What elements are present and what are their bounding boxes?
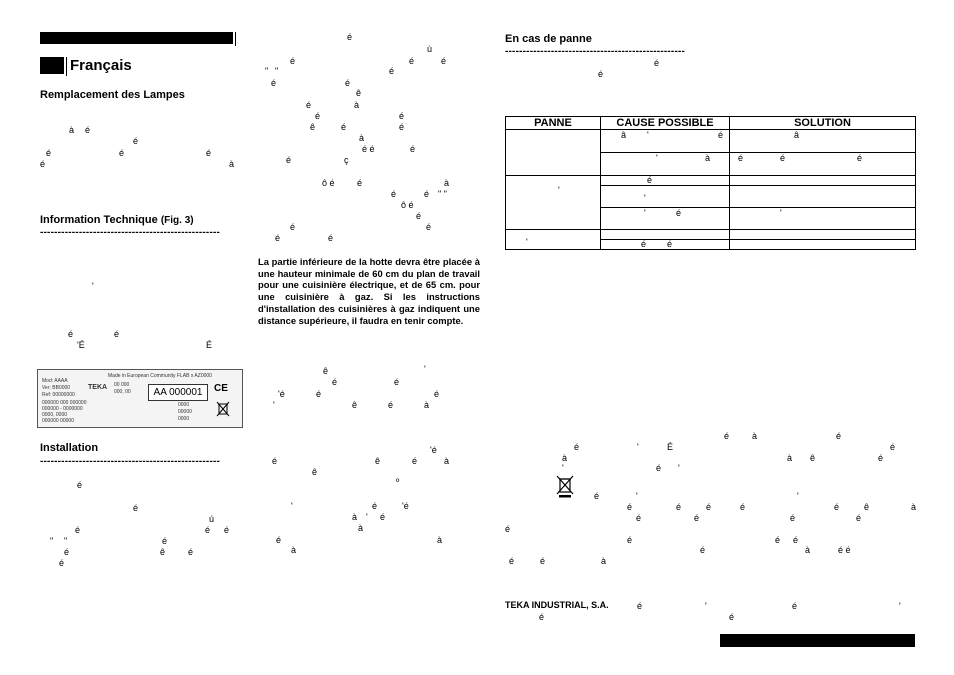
language-title: Français [70, 57, 132, 74]
lamps-heading: Remplacement des Lampes [40, 89, 185, 101]
install-dash-line: --------------------------------------------------- [40, 456, 221, 467]
header-bar-left [40, 32, 233, 44]
crossed-bin-icon [556, 474, 574, 498]
table-row [506, 130, 601, 176]
rating-plate-code: AA 000001 [148, 384, 208, 401]
col-header-solution: SOLUTION [730, 117, 916, 130]
hood-height-paragraph: La partie inférieure de la hotte devra être placée à une hauteur minimale de 60 cm du plan de travail pour une cuisinière électrique, et de 65 cm. pour une cuisinière à gaz. Si les instructions d'installation des cuisinières à gaz indiquent une distance supérieure, il faudra en tenir compte. [258, 256, 480, 326]
footer-bar [720, 634, 915, 647]
col-header-cause: CAUSE POSSIBLE [601, 117, 730, 130]
ce-mark: CE [214, 383, 228, 394]
fault-heading: En cas de panne [505, 33, 592, 45]
troubleshooting-table: PANNE CAUSE POSSIBLE SOLUTION â ' é â ' à é é é ' é ' ' é ' ' é é [505, 116, 916, 250]
rating-plate-header: Made in European Community FLAB x AZ0000 [108, 373, 212, 379]
weee-bin-icon [216, 400, 230, 418]
table-row: ' [506, 230, 601, 250]
rating-plate-image: Made in European Community FLAB x AZ0000 Mod: AAAA Ver: BB0000 Ref: 00000000 000000 000 000000 000000 - 0000000 0000, 0000 000000 00000 TEKA 00 000 000, 00 0000 00000 0000 AA 000001 CE [37, 369, 243, 428]
tech-heading [40, 214, 194, 226]
tech-heading-fig: (Fig. 3) [160, 215, 194, 226]
fault-dash-line: --------------------------------------------------- [505, 46, 686, 57]
tech-dash-line: --------------------------------------------------- [40, 227, 221, 238]
col-header-panne: PANNE [506, 117, 601, 130]
table-row: ' [506, 176, 601, 230]
tech-heading-text: Information Technique [40, 214, 158, 226]
install-heading: Installation [40, 442, 99, 454]
language-marker-block [40, 57, 64, 74]
company-name: TEKA INDUSTRIAL, S.A. [505, 600, 609, 610]
